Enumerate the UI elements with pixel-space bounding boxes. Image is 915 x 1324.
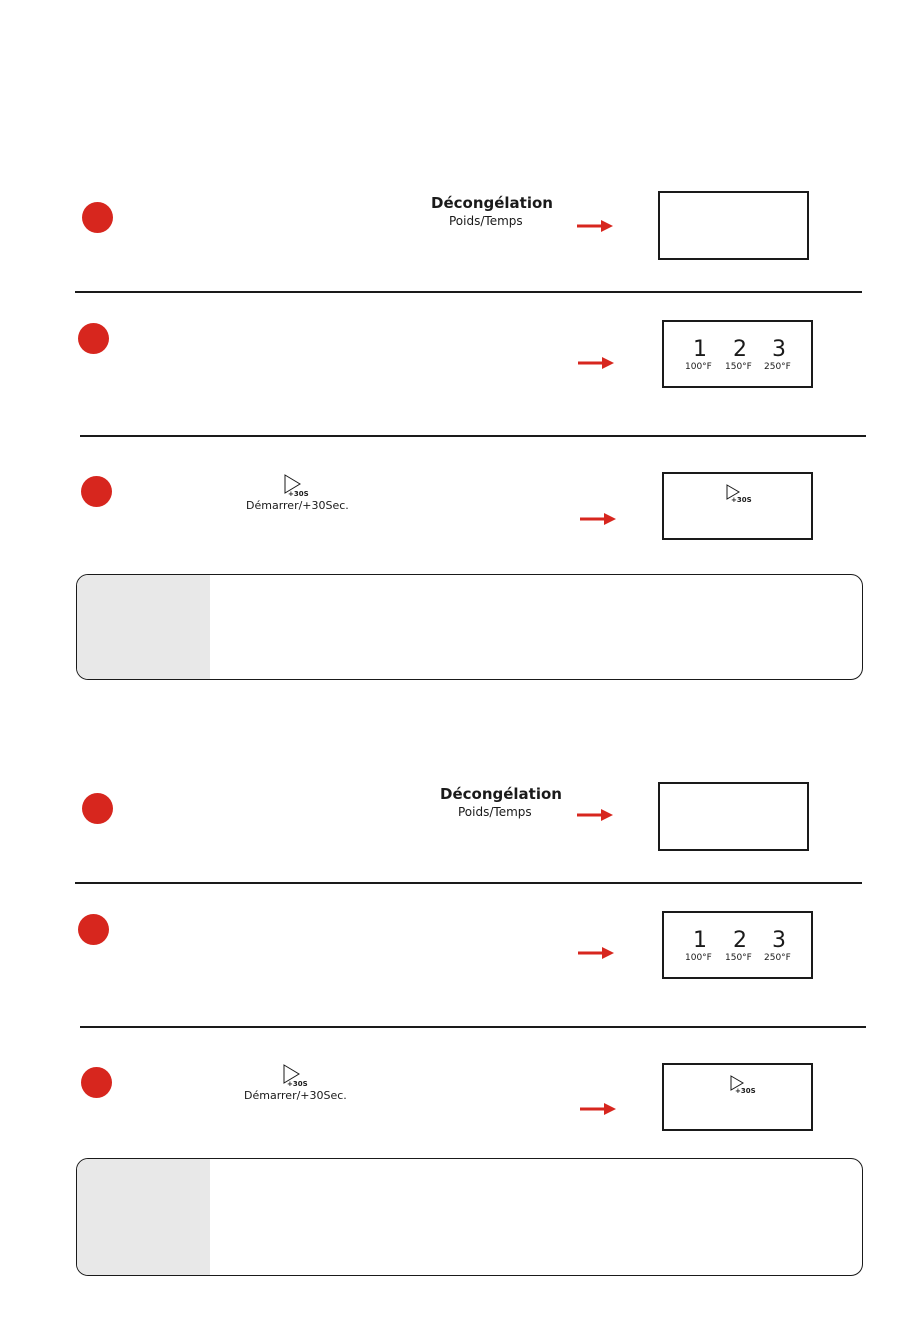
- option-temp: 250°F: [764, 953, 791, 963]
- step-marker-3: [81, 1067, 112, 1098]
- option-number: 1: [693, 928, 707, 953]
- note-box: [76, 1158, 863, 1276]
- step-marker-1: [82, 793, 113, 824]
- option-temp: 100°F: [685, 953, 712, 963]
- plus-30s-display-text: +30S: [731, 496, 752, 504]
- start-key-label: Démarrer/+30Sec.: [244, 1089, 347, 1102]
- step-marker-3: [81, 476, 112, 507]
- lcd-display-start: [662, 1063, 813, 1131]
- arrow-right-icon: [578, 946, 614, 960]
- note-sidebar: [77, 575, 210, 679]
- note-sidebar: [77, 1159, 210, 1275]
- note-box: [76, 574, 863, 680]
- option-temp: 100°F: [685, 362, 712, 372]
- option-number: 2: [733, 337, 747, 362]
- arrow-right-icon: [578, 356, 614, 370]
- option-number: 2: [733, 928, 747, 953]
- plus-30s-display-text: +30S: [735, 1087, 756, 1095]
- defrost-key-subtitle: Poids/Temps: [458, 805, 532, 819]
- divider: [75, 291, 862, 293]
- divider: [80, 1026, 866, 1028]
- start-key-label: Démarrer/+30Sec.: [246, 499, 349, 512]
- divider: [75, 882, 862, 884]
- arrow-right-icon: [580, 1102, 616, 1116]
- lcd-display-options: [662, 911, 813, 979]
- option-number: 3: [772, 337, 786, 362]
- option-temp: 250°F: [764, 362, 791, 372]
- lcd-display-blank: [658, 191, 809, 260]
- option-temp: 150°F: [725, 953, 752, 963]
- lcd-display-options: [662, 320, 813, 388]
- arrow-right-icon: [577, 808, 613, 822]
- lcd-display-start: [662, 472, 813, 540]
- step-marker-1: [82, 202, 113, 233]
- step-marker-2: [78, 914, 109, 945]
- arrow-right-icon: [580, 512, 616, 526]
- defrost-key-title: Décongélation: [440, 785, 562, 803]
- option-temp: 150°F: [725, 362, 752, 372]
- lcd-display-blank: [658, 782, 809, 851]
- defrost-key-title: Décongélation: [431, 194, 553, 212]
- option-number: 1: [693, 337, 707, 362]
- plus-30s-icon-text: +30S: [287, 1080, 308, 1088]
- plus-30s-icon-text: +30S: [288, 490, 309, 498]
- divider: [80, 435, 866, 437]
- step-marker-2: [78, 323, 109, 354]
- arrow-right-icon: [577, 219, 613, 233]
- defrost-key-subtitle: Poids/Temps: [449, 214, 523, 228]
- option-number: 3: [772, 928, 786, 953]
